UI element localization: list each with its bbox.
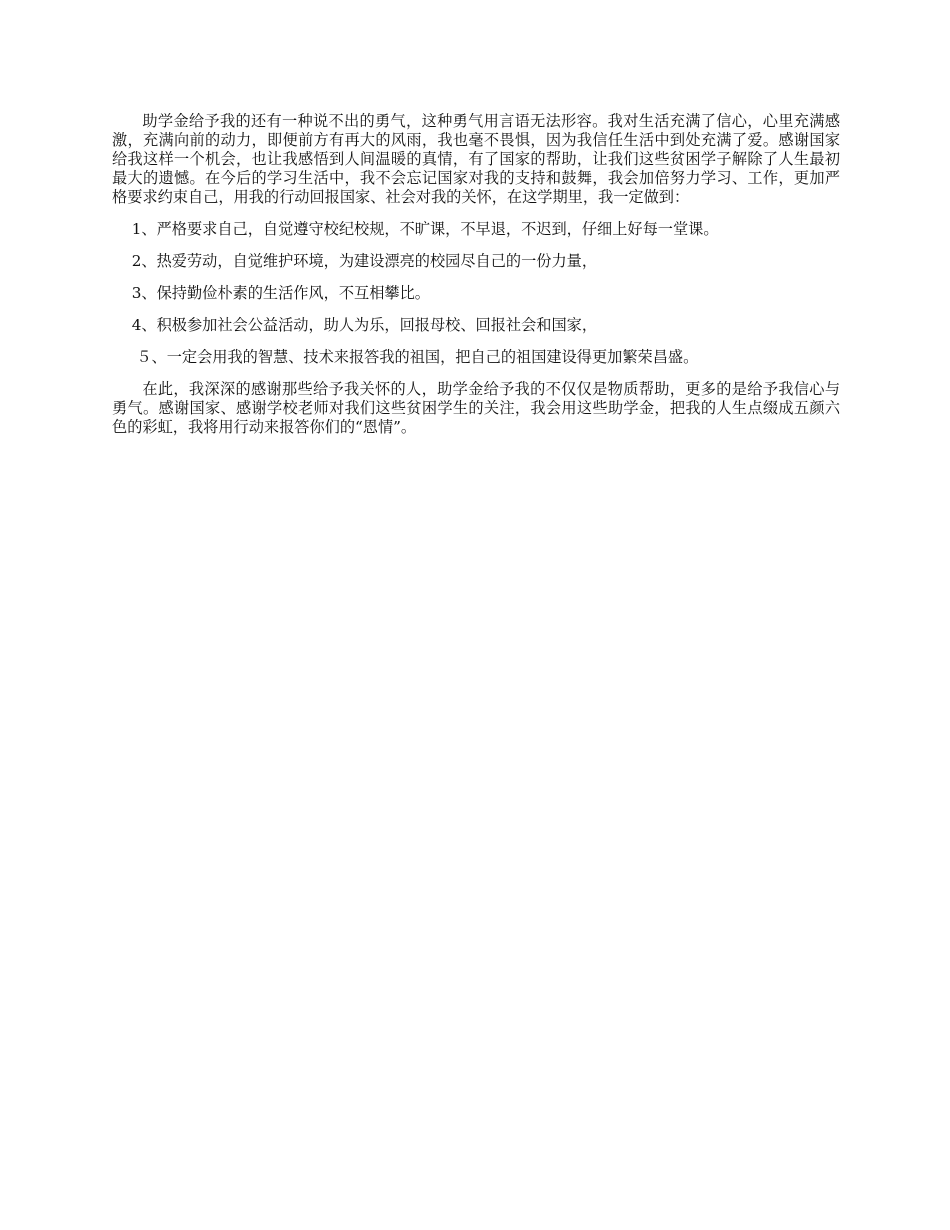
document-body (112, 112, 840, 450)
list-item-5: ５、一定会用我的智慧、技术来报答我的祖国，把自己的祖国建设得更加繁荣昌盛。 (136, 348, 699, 366)
paragraph-intro: 助学金给予我的还有一种说不出的勇气，这种勇气用言语无法形容。我对生活充满了信心，心里充满感激，充满向前的动力，即便前方有再大的风雨，我也毫不畏惧，因为我信任生活中到处充满了爱。感谢国家给我这样一个机会，也让我感悟到人间温暖的真情，有了国家的帮助，让我们这些贫困学子解除了人生最初最大的遗憾。在今后的学习生活中，我不会忘记国家对我的支持和鼓舞，我会加倍努力学习、工作，更加严格要求约束自己，用我的行动回报国家、社会对我的关怀，在这学期里，我一定做到： (112, 112, 840, 206)
list-item-3: 3、保持勤俭朴素的生活作风，不互相攀比。 (131, 284, 430, 302)
list-item-4: 4、积极参加社会公益活动，助人为乐，回报母校、回报社会和国家， (131, 316, 598, 334)
paragraph-conclusion: 在此，我深深的感谢那些给予我关怀的人，助学金给予我的不仅仅是物质帮助，更多的是给予我信心与勇气。感谢国家、感谢学校老师对我们这些贫困学生的关注，我会用这些助学金，把我的人生点缀成五颜六色的彩虹，我将用行动来报答你们的“恩情”。 (112, 380, 840, 436)
list-item-1: 1、严格要求自己，自觉遵守校纪校规，不旷课，不早退，不迟到，仔细上好每一堂课。 (131, 220, 719, 238)
list-item-2: 2、热爱劳动，自觉维护环境，为建设漂亮的校园尽自己的一份力量， (131, 252, 598, 270)
